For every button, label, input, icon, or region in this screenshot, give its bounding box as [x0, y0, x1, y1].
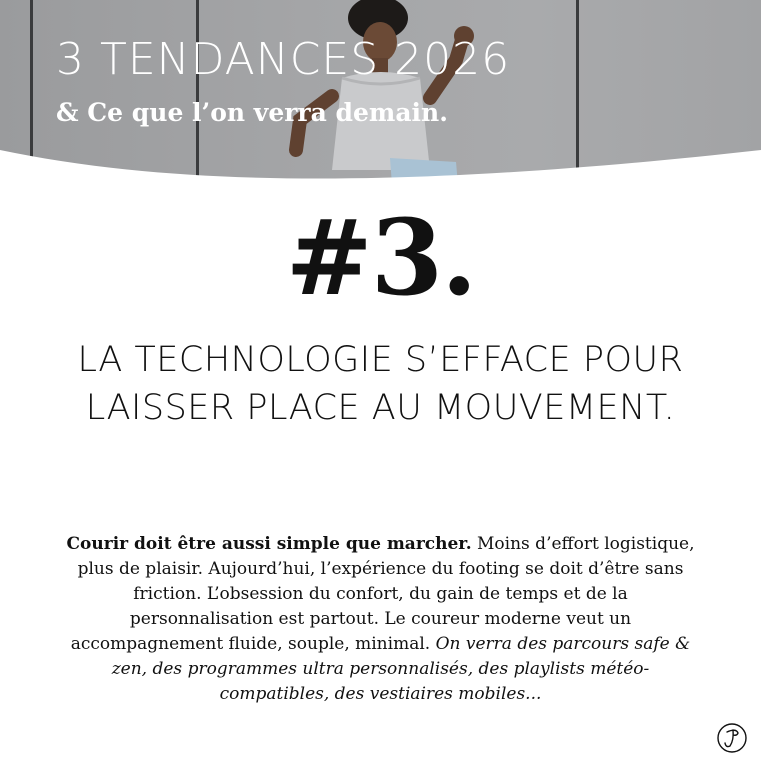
monogram-signature-icon: [716, 722, 748, 754]
body-text: Moins d’effort logistique, plus de plaisir. Aujourd’hui, l’expérience du footing se doit d’être sans friction. L’obsession du confort, du gain de temps et de la personnalisation est partout. Le coureur moderne veut un accompagnement fluide, souple, minimal.: [70, 534, 695, 654]
hero-photo: [0, 0, 761, 200]
wave-divider: [0, 140, 761, 200]
trend-headline: LA TECHNOLOGIE S’EFFACE POUR LAISSER PLACE AU MOUVEMENT.: [77, 340, 684, 428]
hero-title: 3 TENDANCES 2026: [56, 34, 511, 85]
trend-body: [60, 532, 701, 707]
hero-subtitle: & Ce que l’on verra demain.: [56, 98, 448, 127]
body-lead: Courir doit être aussi simple que marcher.: [66, 534, 472, 554]
body-italic: On verra des parcours safe & zen, des programmes ultra personnalisés, des playlists météo-compatibles, des vestiaires mobiles...: [111, 634, 691, 704]
trend-number: #3.: [285, 196, 476, 319]
